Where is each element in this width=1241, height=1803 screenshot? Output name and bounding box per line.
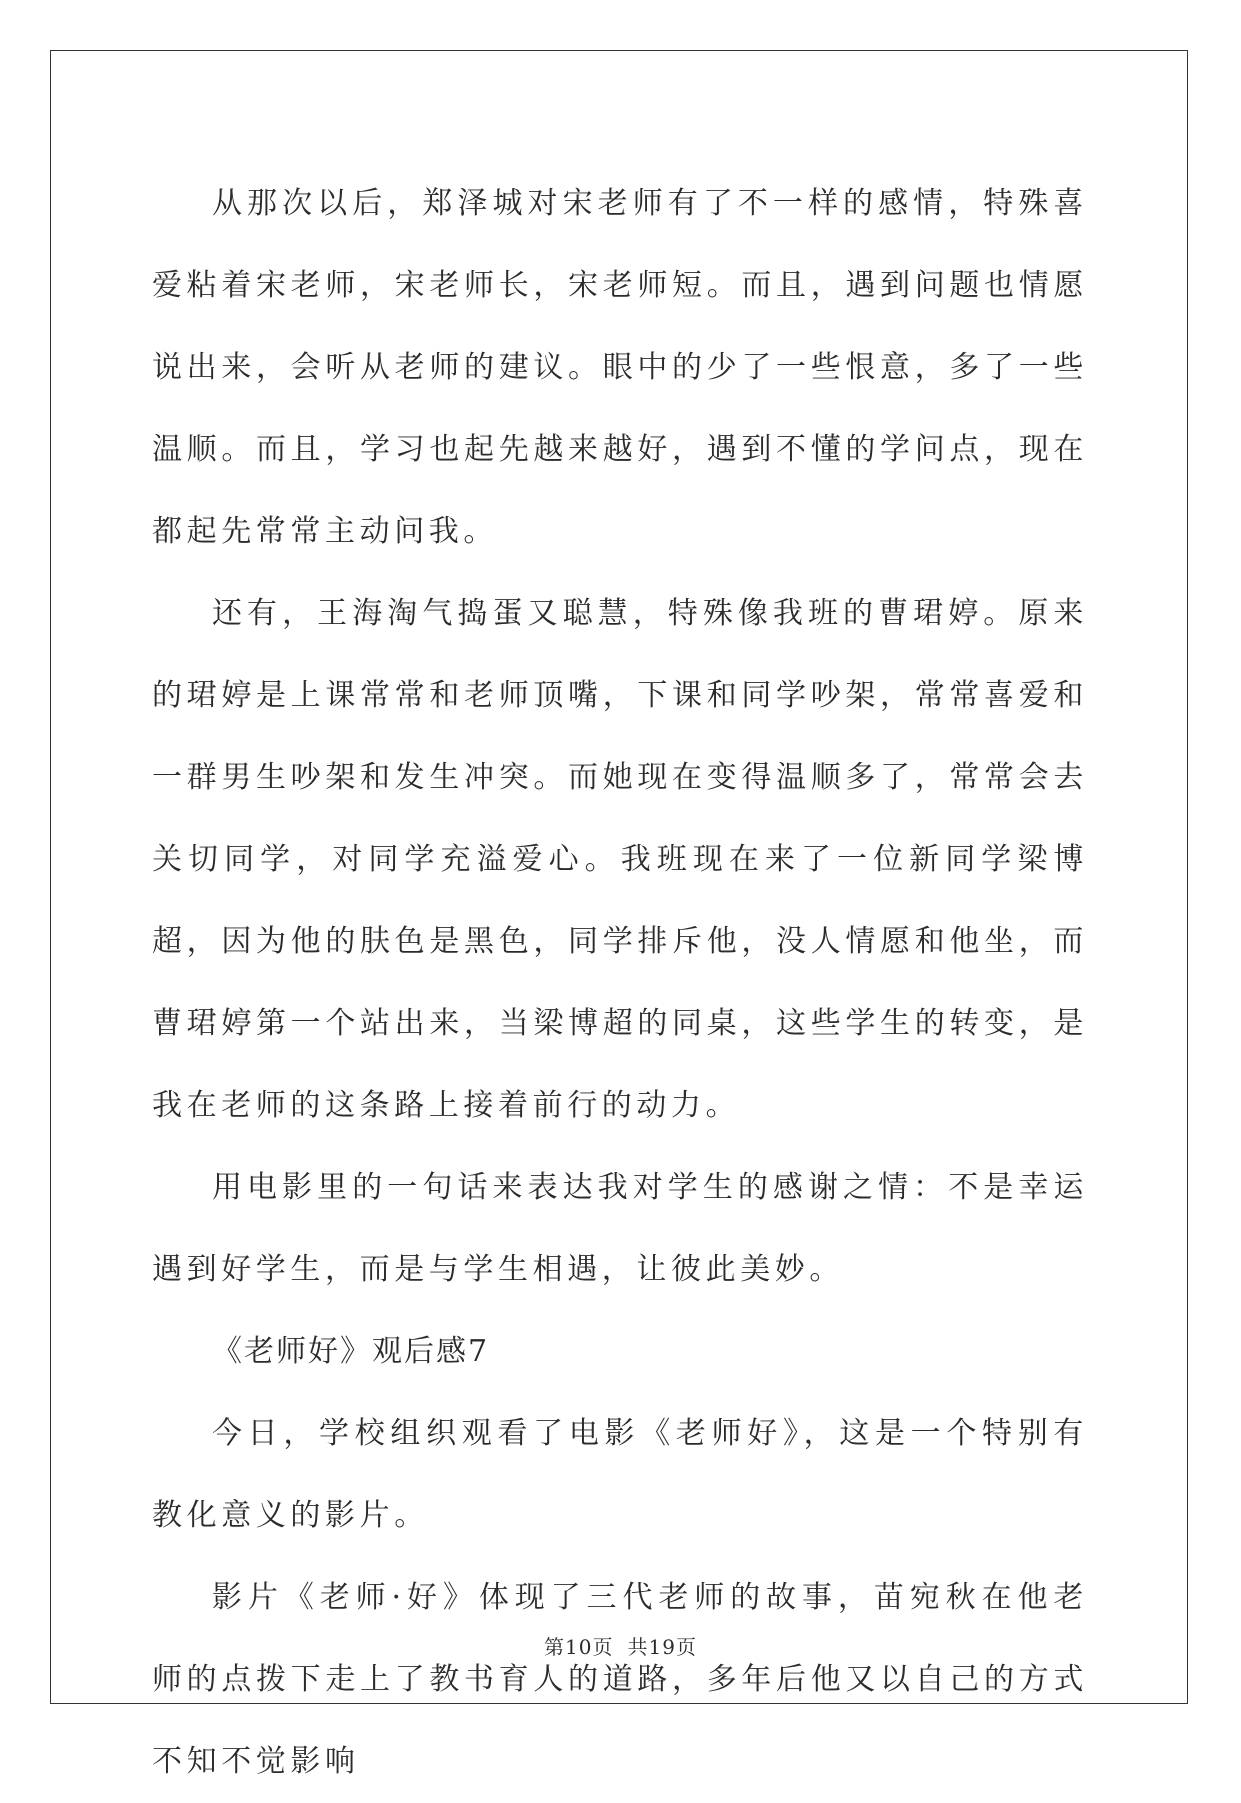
page-number-total: 共19页 (627, 1635, 697, 1659)
section-heading: 《老师好》观后感7 (212, 1334, 490, 1369)
paragraph: 用电影里的一句话来表达我对学生的感谢之情：不是幸运遇到好学生，而是与学生相遇，让彼此美妙。 (152, 1170, 1088, 1287)
paragraph: 今日，学校组织观看了电影《老师好》，这是一个特别有教化意义的影片。 (152, 1416, 1088, 1533)
page-footer (0, 1631, 1241, 1660)
paragraph: 影片《老师·好》体现了三代老师的故事，苗宛秋在他老师的点拨下走上了教书育人的道路，多年后他又以自己的方式不知不觉影响 (152, 1580, 1088, 1779)
paragraph: 还有，王海淘气捣蛋又聪慧，特殊像我班的曹珺婷。原来的珺婷是上课常常和老师顶嘴，下课和同学吵架，常常喜爱和一群男生吵架和发生冲突。而她现在变得温顺多了，常常会去关切同学，对同学充溢爱心。我班现在来了一位新同学梁博超，因为他的肤色是黑色，同学排斥他，没人情愿和他坐，而曹珺婷第一个站出来，当梁博超的同桌，这些学生的转变，是我在老师的这条路上接着前行的动力。 (152, 596, 1088, 1123)
document-body (152, 163, 1088, 1803)
paragraph: 从那次以后，郑泽城对宋老师有了不一样的感情，特殊喜爱粘着宋老师，宋老师长，宋老师短。而且，遇到问题也情愿说出来，会听从老师的建议。眼中的少了一些恨意，多了一些温顺。而且，学习也起先越来越好，遇到不懂的学问点，现在都起先常常主动问我。 (152, 186, 1088, 549)
page-number-current: 第10页 (544, 1635, 614, 1659)
